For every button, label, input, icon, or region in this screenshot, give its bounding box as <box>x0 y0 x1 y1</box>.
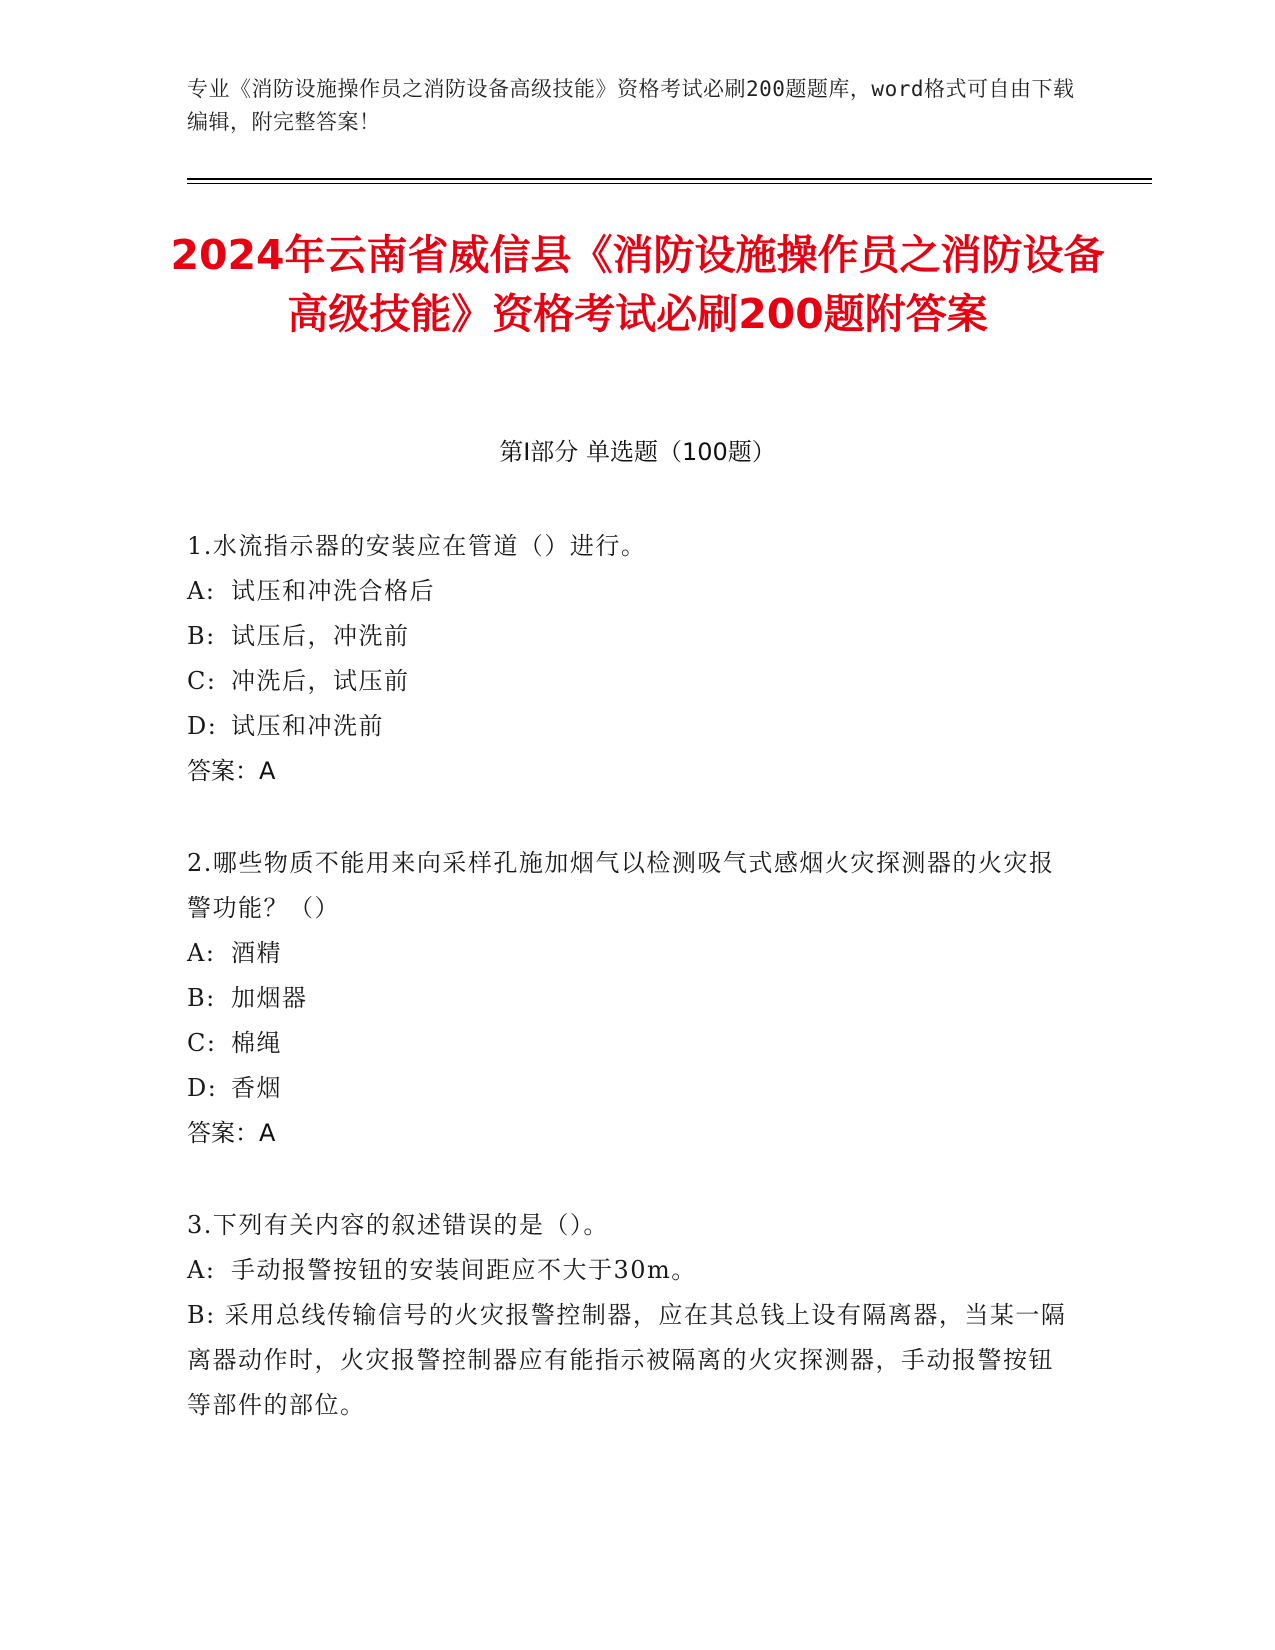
option-c <box>187 659 1067 704</box>
option-text: 加烟器 <box>231 984 308 1012</box>
header-rule-thin <box>187 183 1152 184</box>
question-3 <box>187 1203 1067 1428</box>
option-letter: B: <box>187 622 216 650</box>
option-letter: A: <box>187 939 216 967</box>
option-a <box>187 569 1067 614</box>
header-rule-thick <box>187 178 1152 180</box>
option-text: 棉绳 <box>231 1029 282 1057</box>
option-letter: A: <box>187 577 216 605</box>
document-title: 2024年云南省威信县《消防设施操作员之消防设备高级技能》资格考试必刷200题附答案 <box>170 231 1105 338</box>
question-stem: 3.下列有关内容的叙述错误的是（）。 <box>187 1211 609 1239</box>
answer: 答案：A <box>187 757 276 785</box>
option-letter: C: <box>187 1029 217 1057</box>
section-title: 第Ⅰ部分 单选题（100题） <box>499 438 776 466</box>
option-letter: A: <box>187 1256 216 1284</box>
option-text: 手动报警按钮的安装间距应不大于30m。 <box>231 1256 697 1284</box>
option-b <box>187 614 1067 659</box>
option-letter: D: <box>187 712 218 740</box>
option-letter: D: <box>187 1074 218 1102</box>
option-d <box>187 1066 1067 1111</box>
header-note: 专业《消防设施操作员之消防设备高级技能》资格考试必刷200题题库，word格式可自由下载编辑，附完整答案！ <box>187 77 1075 134</box>
option-text: 采用总线传输信号的火灾报警控制器，应在其总钱上设有隔离器，当某一隔离器动作时，火灾报警控制器应有能指示被隔离的火灾探测器，手动报警按钮等部件的部位。 <box>187 1301 1067 1419</box>
option-letter: B: <box>187 984 216 1012</box>
option-d <box>187 704 1067 749</box>
option-text: 试压和冲洗前 <box>231 712 384 740</box>
option-a <box>187 931 1067 976</box>
option-c <box>187 1021 1067 1066</box>
option-letter: C: <box>187 667 217 695</box>
option-text: 酒精 <box>231 939 282 967</box>
question-list <box>187 524 1067 1475</box>
option-b <box>187 976 1067 1021</box>
option-text: 试压和冲洗合格后 <box>231 577 435 605</box>
option-text: 香烟 <box>231 1074 282 1102</box>
option-text: 试压后，冲洗前 <box>231 622 410 650</box>
option-letter: B: <box>187 1301 216 1329</box>
question-2 <box>187 841 1067 1156</box>
question-1 <box>187 524 1067 794</box>
option-b <box>187 1293 1067 1428</box>
question-stem: 1.水流指示器的安装应在管道（）进行。 <box>187 532 647 560</box>
option-text: 冲洗后，试压前 <box>231 667 410 695</box>
question-stem: 2.哪些物质不能用来向采样孔施加烟气以检测吸气式感烟火灾探测器的火灾报警功能？（） <box>187 849 1055 922</box>
option-a <box>187 1248 1067 1293</box>
answer: 答案：A <box>187 1119 276 1147</box>
